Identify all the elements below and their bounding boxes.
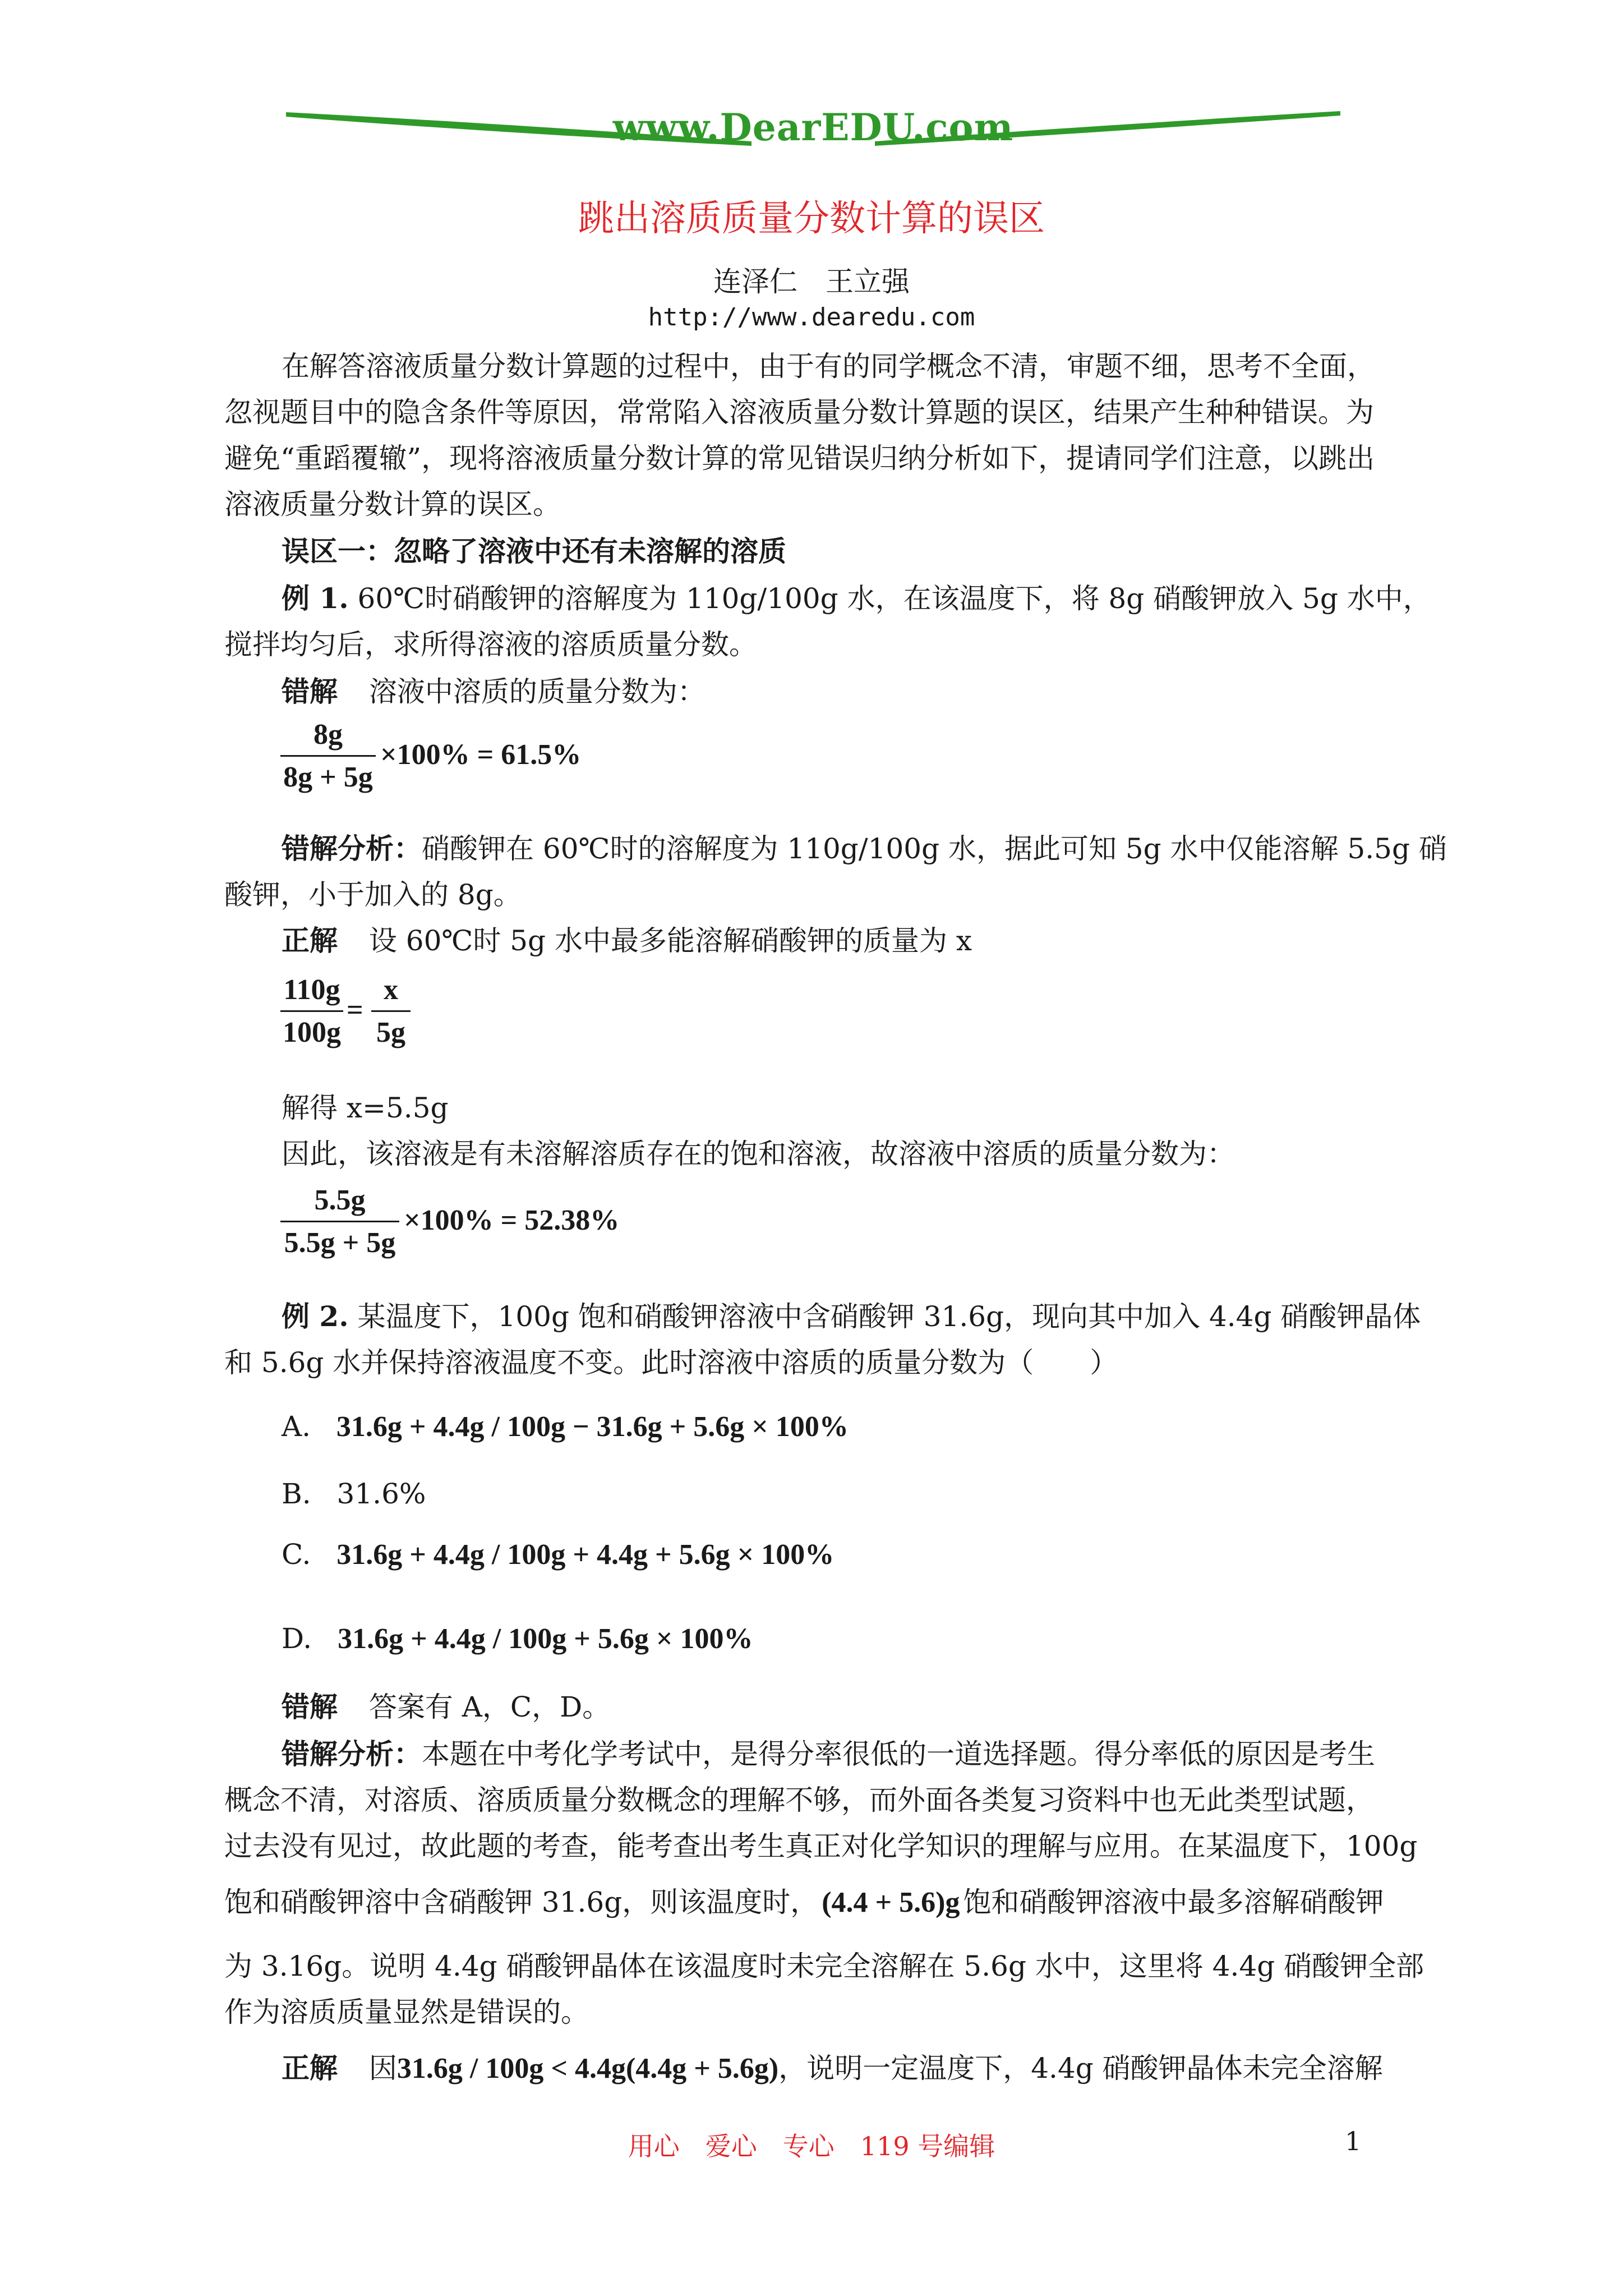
- example2-text-1: 某温度下，100g 饱和硝酸钾溶液中含硝酸钾 31.6g，现向其中加入 4.4g 硝酸钾晶体: [357, 1300, 1421, 1333]
- wrong-analysis-2-text-4a: 饱和硝酸钾溶中含硝酸钾 31.6g，则该温度时，: [224, 1886, 819, 1918]
- proportion-den-right: 5g: [376, 1016, 405, 1048]
- section1-heading: [282, 535, 786, 568]
- option-c-letter: C.: [282, 1538, 311, 1571]
- section1-heading-text: 误区一：忽略了溶液中还有未溶解的溶质: [282, 535, 786, 568]
- solution-conclusion: 因此，该溶液是有未溶解溶质存在的饱和溶液，故溶液中溶质的质量分数为：: [282, 1138, 1235, 1170]
- option-d-letter: D.: [282, 1622, 312, 1655]
- formula-numerator: 8g: [313, 719, 343, 751]
- intro-line-2: 忽视题目中的隐含条件等原因，常常陷入溶液质量分数计算题的误区，结果产生种种错误。为: [224, 396, 1374, 429]
- footer-text: 用心 爱心 专心 119 号编辑: [628, 2131, 995, 2161]
- option-b-letter: B.: [282, 1478, 311, 1510]
- wrong-solution-2: [282, 1690, 611, 1723]
- wrong-analysis-2-text-1: 本题在中考化学考试中，是得分率很低的一道选择题。得分率低的原因是考生: [422, 1738, 1375, 1770]
- proportion-num-right: x: [384, 974, 398, 1006]
- fraction-bar-2: [280, 1221, 399, 1222]
- formula-proportion: [280, 973, 449, 1052]
- option-a: [282, 1412, 849, 1442]
- formula2-result: ×100% = 52.38%: [404, 1204, 620, 1236]
- authors: 连泽仁 王立强: [713, 265, 910, 298]
- correct-solution-1: [282, 924, 972, 957]
- example1-line-1: [282, 582, 1431, 615]
- wrong-analysis-1-line-2: 酸钾，小于加入的 8g。: [224, 878, 522, 911]
- page-number: 1: [1345, 2126, 1362, 2156]
- wrong-analysis-text-1: 硝酸钾在 60℃时的溶解度为 110g/100g 水，据此可知 5g 水中仅能溶解 5.5g 硝: [422, 832, 1447, 865]
- correct-solution-2-text-b: ，说明一定温度下，4.4g 硝酸钾晶体未完全溶解: [778, 2052, 1383, 2085]
- wrong-solution-label: 错解: [282, 675, 338, 708]
- wrong-analysis-2-line-2: 概念不清，对溶质、溶质质量分数概念的理解不够，而外面各类复习资料中也无此类型试题，: [224, 1784, 1374, 1816]
- example2-line-2: 和 5.6g 水并保持溶液温度不变。此时溶液中溶质的质量分数为（ ）: [224, 1346, 1118, 1379]
- wrong-analysis-2-line-6: 作为溶质质量显然是错误的。: [224, 1996, 589, 2028]
- wrong-analysis-label: 错解分析：: [282, 832, 422, 865]
- formula-wrong-1: [280, 718, 673, 797]
- wrong-analysis-2-label: 错解分析：: [282, 1737, 422, 1770]
- wrong-solution-1: [282, 675, 706, 708]
- formula-correct-1: [280, 1184, 707, 1262]
- example1-line-2: 搅拌均匀后，求所得溶液的溶质质量分数。: [224, 628, 757, 661]
- correct-solution-text: 设 60℃时 5g 水中最多能溶解硝酸钾的质量为 x: [368, 924, 972, 957]
- wrong-analysis-1-line-1: [282, 832, 1447, 865]
- correct-solution-2-math: 31.6g / 100g < 4.4g(4.4g + 5.6g): [396, 2053, 779, 2085]
- banner-logo-text: www.DearEDU.com: [612, 105, 1014, 149]
- wrong-analysis-2-line-3: 过去没有见过，故此题的考查，能考查出考生真正对化学知识的理解与应用。在某温度下，100g: [224, 1830, 1418, 1862]
- fraction-bar: [280, 755, 376, 757]
- wrong-analysis-2-line-1: [282, 1737, 1375, 1770]
- wrong-analysis-2-line-4: [224, 1888, 1384, 1917]
- fraction-bar-left: [280, 1010, 343, 1012]
- site-banner: [280, 90, 1346, 163]
- formula-denominator: 8g + 5g: [283, 761, 373, 793]
- proportion-den-left: 100g: [283, 1016, 341, 1048]
- example2-label: 例 2.: [282, 1300, 349, 1333]
- correct-solution-2: [282, 2051, 1383, 2085]
- option-b-text: 31.6%: [336, 1478, 426, 1510]
- proportion-equals: =: [347, 994, 363, 1026]
- option-a-letter: A.: [282, 1410, 311, 1443]
- intro-line-1: 在解答溶液质量分数计算题的过程中，由于有的同学概念不清，审题不细，思考不全面，: [282, 350, 1375, 383]
- option-a-formula: 31.6g + 4.4g / 100g − 31.6g + 5.6g × 100%: [336, 1411, 849, 1443]
- correct-solution-2-label: 正解: [282, 2051, 338, 2085]
- page-title: 跳出溶质质量分数计算的误区: [578, 198, 1045, 240]
- fraction-bar-right: [371, 1010, 411, 1012]
- wrong-analysis-2-line-5: 为 3.16g。说明 4.4g 硝酸钾晶体在该温度时未完全溶解在 5.6g 水中，这里将 4.4g 硝酸钾全部: [224, 1950, 1424, 1982]
- solution-result: 解得 x=5.5g: [282, 1092, 449, 1124]
- example1-text-1: 60℃时硝酸钾的溶解度为 110g/100g 水，在该温度下，将 8g 硝酸钾放入 5g 水中，: [357, 582, 1431, 615]
- wrong-solution-text: 溶液中溶质的质量分数为：: [368, 675, 706, 708]
- option-b: [282, 1480, 426, 1508]
- example1-label: 例 1.: [282, 582, 349, 615]
- intro-line-3: 避免“重蹈覆辙”，现将溶液质量分数计算的常见错误归纳分析如下，提请同学们注意，以跳出: [224, 442, 1375, 475]
- correct-solution-2-text-a: 因: [368, 2052, 397, 2085]
- formula2-numerator: 5.5g: [314, 1184, 366, 1216]
- example2-line-1: [282, 1300, 1421, 1333]
- formula-result: ×100% = 61.5%: [380, 739, 582, 771]
- option-d: [282, 1622, 753, 1655]
- correct-solution-label: 正解: [282, 924, 338, 957]
- intro-line-4: 溶液质量分数计算的误区。: [224, 488, 561, 521]
- proportion-num-left: 110g: [283, 974, 340, 1006]
- option-c: [282, 1540, 834, 1570]
- source-url: http://www.dearedu.com: [648, 303, 975, 332]
- formula2-denominator: 5.5g + 5g: [284, 1227, 396, 1259]
- wrong-analysis-2-text-4b: 饱和硝酸钾溶液中最多溶解硝酸钾: [963, 1886, 1384, 1918]
- wrong-analysis-2-math: (4.4 + 5.6)g: [822, 1887, 960, 1918]
- option-d-formula: 31.6g + 4.4g / 100g + 5.6g × 100%: [338, 1623, 753, 1655]
- wrong-solution-2-text: 答案有 A，C，D。: [368, 1691, 611, 1723]
- wrong-solution-2-label: 错解: [282, 1690, 338, 1723]
- option-c-formula: 31.6g + 4.4g / 100g + 4.4g + 5.6g × 100%: [336, 1539, 834, 1571]
